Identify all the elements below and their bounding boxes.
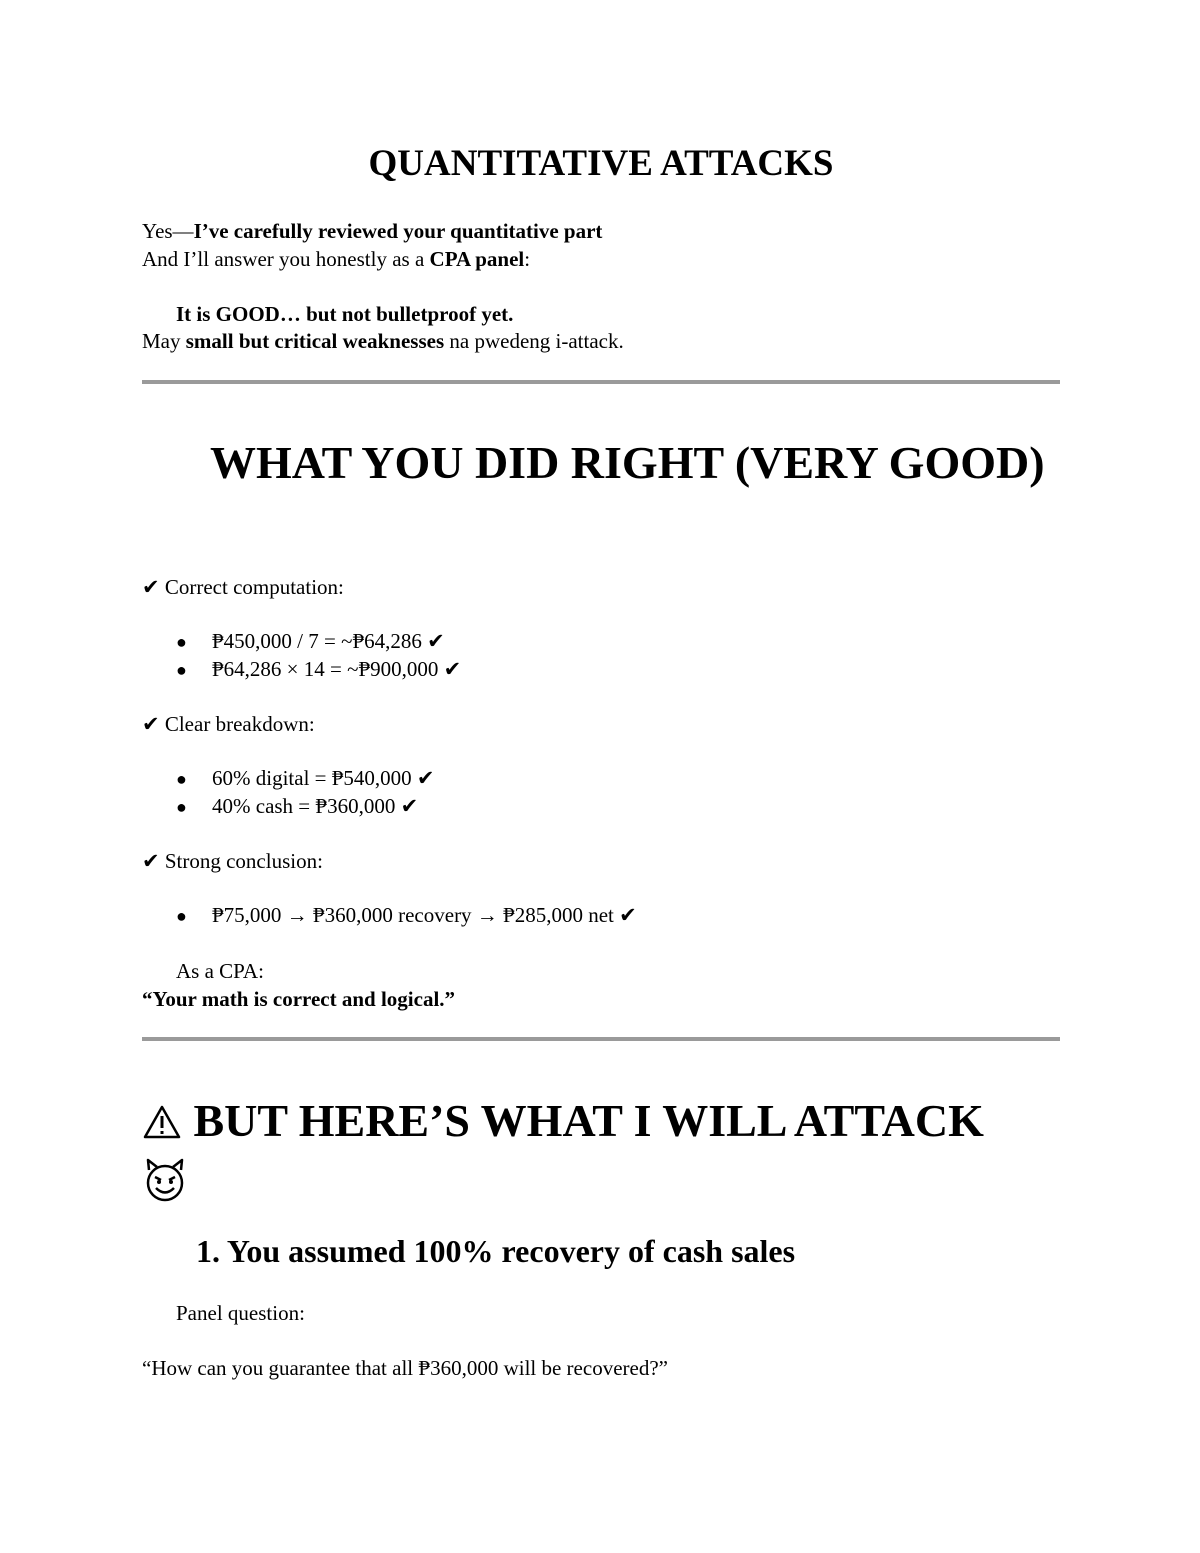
divider-2 [142,1037,1060,1041]
intro-line-2-end: : [524,247,531,271]
warning-icon [142,1096,182,1154]
intro-line-2-bold: CPA panel [429,247,525,271]
cpa-quote: “Your math is correct and logical.” [142,987,456,1011]
section-right-heading-text: WHAT YOU DID RIGHT (VERY GOOD) [210,437,1045,488]
bullet-icon: ● [176,797,187,817]
list-item [176,627,445,656]
smiling-devil-icon [142,1158,188,1216]
panel-question-label: Panel question: [176,1301,305,1325]
list-item-text: ₱75,000 → ₱360,000 recovery → ₱285,000 net ✔ [212,903,637,927]
verdict-line: It is GOOD… but not bulletproof yet. [176,302,514,326]
intro-line-4-bold: small but critical weaknesses [185,329,445,353]
intro-line-2-plain: And I’ll answer you honestly as a [142,247,430,271]
intro-line-4-end: na pwedeng i-attack. [444,329,624,353]
bullet-icon: ● [176,769,187,789]
group-label-conclusion: ✔ Strong conclusion: [142,849,323,873]
section-right-heading [142,434,1060,492]
divider-1 [142,380,1060,384]
list-item-text: ₱450,000 / 7 = ~₱64,286 ✔ [212,629,445,653]
intro-line-4-plain: May [142,329,186,353]
bullet-icon: ● [176,660,187,680]
intro-line-1-plain: Yes— [142,219,194,243]
intro-line-1 [142,217,602,245]
bullet-icon: ● [176,906,187,926]
list-item-text: ₱64,286 × 14 = ~₱900,000 ✔ [212,657,462,681]
list-item [176,764,435,793]
bullet-icon: ● [176,632,187,652]
group-label-computation: ✔ Correct computation: [142,575,344,599]
section-attack-heading-text: BUT HERE’S WHAT I WILL ATTACK [193,1095,984,1146]
group-label-breakdown: ✔ Clear breakdown: [142,712,315,736]
intro-line-4 [142,327,624,355]
list-item [176,792,418,821]
list-item [176,655,461,684]
intro-line-1-bold: I’ve carefully reviewed your quantitative part [193,219,603,243]
list-item-text: 60% digital = ₱540,000 ✔ [212,766,435,790]
list-item [176,901,637,930]
list-item-text: 40% cash = ₱360,000 ✔ [212,794,419,818]
attack-point-1-heading: 1. You assumed 100% recovery of cash sales [196,1233,796,1269]
document-title: QUANTITATIVE ATTACKS [368,143,834,184]
panel-question-text: “How can you guarantee that all ₱360,000 will be recovered?” [142,1356,668,1380]
as-cpa-label: As a CPA: [176,959,264,983]
intro-line-2 [142,245,530,273]
section-attack-heading [142,1092,1060,1216]
